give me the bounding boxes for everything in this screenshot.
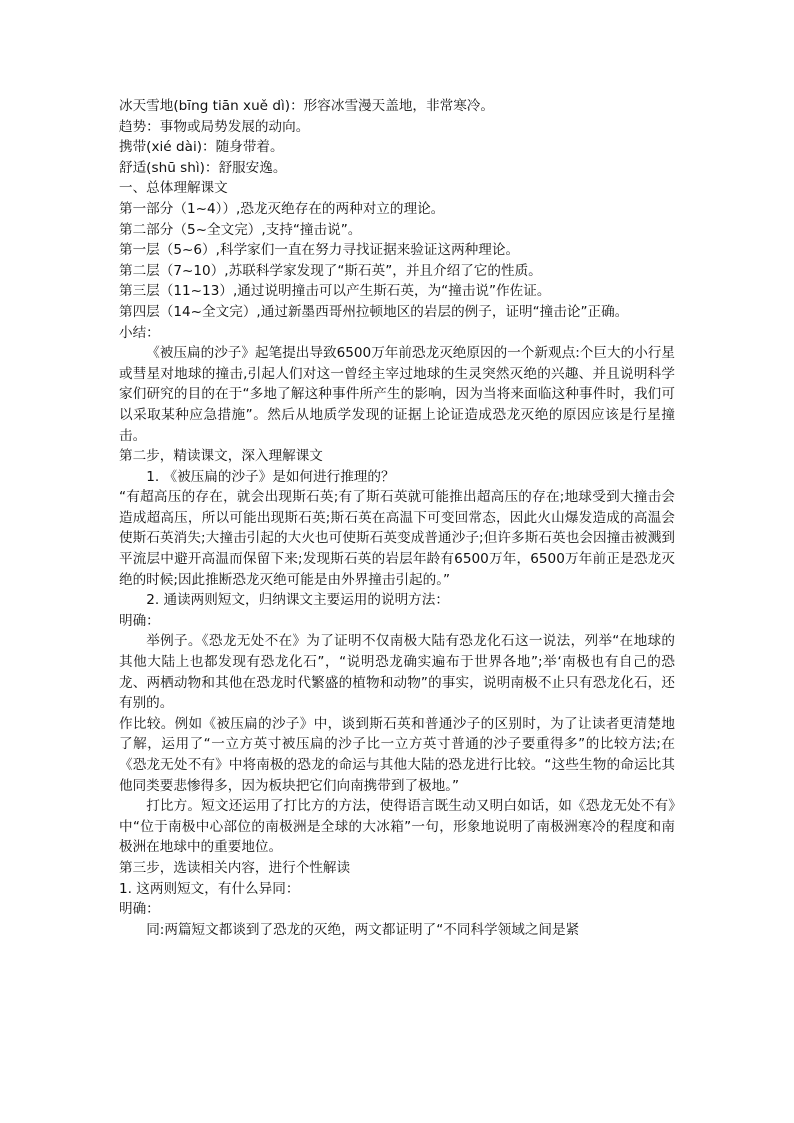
same-paragraph: 同:两篇短文都谈到了恐龙的灭绝，两文都证明了“不同科学领域之间是紧 [146,921,580,938]
method-example-paragraph: 举例子。《恐龙无处不在》为了证明不仅南极大陆有恐龙化石这一说法，列举“在地球的其他大陆上也都发现有恐龙化石”，“说明恐龙确实遍布于世界各地”;举‘南极也有自己的恐龙、两栖动物和其他在恐龙时代繁盛的植物和动物”的事实，说明南极不止只有恐龙化石，还有别的。 [119,633,675,712]
answer-label: 明确： [119,612,160,629]
summary-paragraph: 《被压扁的沙子》起笔提出导致6500万年前恐龙灭绝原因的一个新观点:个巨大的小行星或彗星对地球的撞击,引起人们对这一曾经主宰过地球的生灵突然灭绝的兴趣、并且说明科学家们研究的目的在于“多地了解这种事件所产生的影响，因为当将来面临这种事件时，我们可以采取某种应急措施”。然后从地质学发现的证据上论证造成恐龙灭绝的原因应该是行星撞击。 [119,345,675,444]
answer-paragraph: “有超高压的存在，就会出现斯石英;有了斯石英就可能推出超高压的存在;地球受到大撞击会造成超高压，所以可能出现斯石英;斯石英在高温下可变回常态，因此火山爆发造成的高温会使斯石英消失;大撞击引起的大火也可使斯石英变成普通沙子;但许多斯石英也会因撞击被溅到平流层中避开高温而保留下来;发现斯石英的岩层年龄有6500万年，6500万年前正是恐龙灭绝的时候;因此推断恐龙灭绝可能是由外界撞击引起的。” [119,489,675,588]
section-heading: 一、总体理解课文 [119,180,228,197]
part-line: 第四层（14~全文完）,通过新墨西哥州拉顿地区的岩层的例子，证明“撞击论”正确。 [119,303,629,320]
question-line: 2. 通读两则短文，归纳课文主要运用的说明方法： [146,592,449,609]
vocab-line: 携带(xié dài)：随身带着。 [119,139,284,156]
part-line: 第二部分（5~全文完）,支持“撞击说”。 [119,221,362,238]
part-line: 第一层（5~6）,科学家们一直在努力寻找证据来验证这两种理论。 [119,242,520,259]
question-line: 1. 这两则短文，有什么异同： [119,880,300,897]
part-line: 第二层（7~10）,苏联科学家发现了“斯石英”，并且介绍了它的性质。 [119,262,542,279]
answer-label: 明确： [119,901,160,918]
section-heading: 第二步，精读课文，深入理解课文 [119,448,323,465]
vocab-line: 趋势：事物或局势发展的动向。 [119,118,310,135]
part-line: 第三层（11~13）,通过说明撞击可以产生斯石英，为“撞击说”作佐证。 [119,283,551,300]
vocab-line: 舒适(shū shì)：舒服安逸。 [119,159,287,176]
vocab-line: 冰天雪地(bīng tiān xuě dì)：形容冰雪漫天盖地，非常寒冷。 [119,98,494,114]
question-line: 1. 《被压扁的沙子》是如何进行推理的？ [146,468,395,485]
part-line: 第一部分（1~4））,恐龙灭绝存在的两种对立的理论。 [119,200,445,217]
document-page [119,96,675,940]
summary-label: 小结： [119,324,160,341]
section-heading: 第三步，选读相关内容，进行个性解读 [119,859,351,876]
method-metaphor-paragraph: 打比方。短文还运用了打比方的方法，使得语言既生动又明白如话，如《恐龙无处不有》中“位于南极中心部位的南极洲是全球的大冰箱”一句，形象地说明了南极洲寒冷的程度和南极洲在地球中的重要地位。 [119,798,675,856]
method-compare-paragraph: 作比较。例如《被压扁的沙子》中，谈到斯石英和普通沙子的区别时，为了让读者更清楚地了解，运用了“一立方英寸被压扁的沙子比一立方英寸普通的沙子要重得多”的比较方法;在《恐龙无处不有》中将南极的恐龙的命运与其他大陆的恐龙进行比较。“这些生物的命运比其他同类要悲惨得多，因为板块把它们向南携带到了极地。” [119,715,675,794]
